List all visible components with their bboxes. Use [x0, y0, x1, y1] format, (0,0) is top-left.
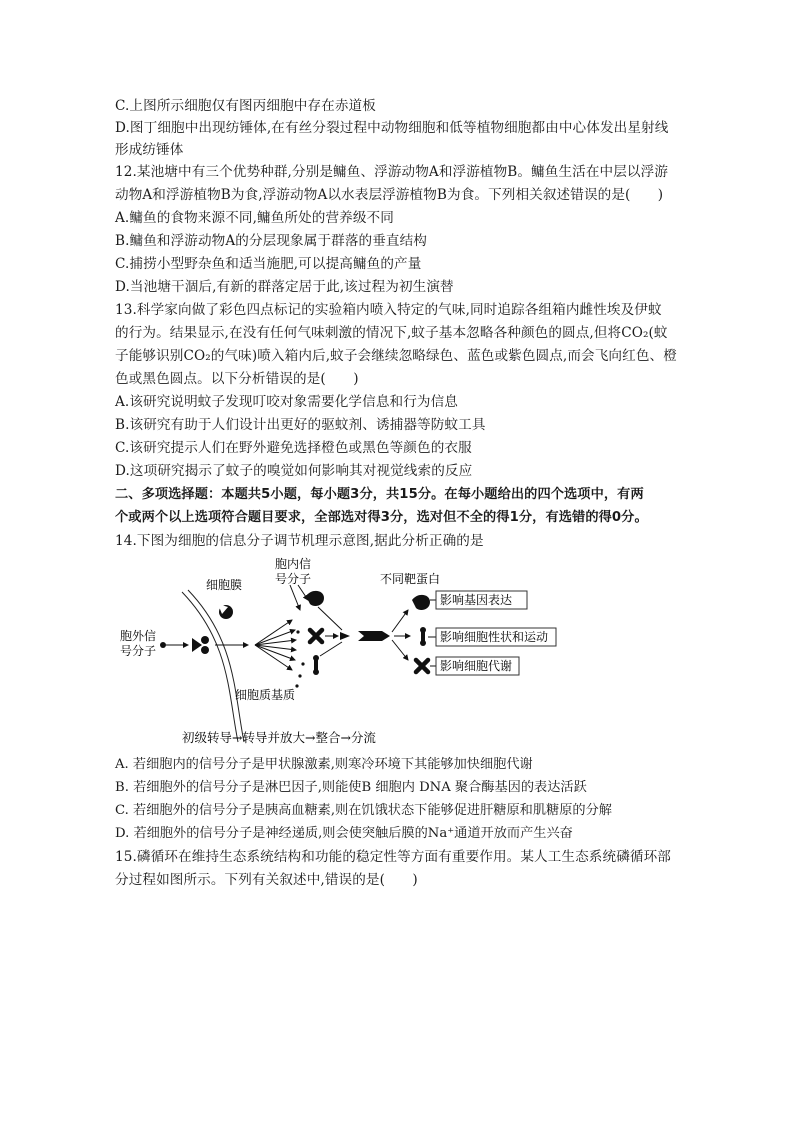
- q11-option-d: D.图丁细胞中出现纺锤体,在有丝分裂过程中动物细胞和低等植物细胞都由中心体发出星射线: [115, 120, 669, 136]
- section-two-heading-2: 个或两个以上选项符合题目要求，全部选对得3分，选对但不全的得1分，有选错的得0分。: [115, 510, 648, 525]
- q12-option-d: D.当池塘干涸后,有新的群落定居于此,该过程为初生演替: [115, 279, 454, 295]
- target-protein-bar-icon: [420, 627, 426, 646]
- q11-option-d-cont: 形成纺锤体: [115, 142, 184, 158]
- q12-option-a: A.鳙鱼的食物来源不同,鳙鱼所处的营养级不同: [115, 210, 394, 226]
- target-proteins-label: 不同靶蛋白: [380, 572, 441, 586]
- extracellular-signal-dot: [160, 642, 166, 648]
- extracellular-signal-label-2: 号分子: [120, 644, 157, 658]
- q14-stem: 14.下图为细胞的信息分子调节机理示意图,据此分析正确的是: [115, 533, 484, 549]
- relay-protein-icon: [358, 631, 390, 641]
- cytoplasm-matrix-label: 细胞质基质: [235, 688, 296, 702]
- q13-stem-3: 子能够识别CO₂的气味)喷入箱内后,蚊子会继续忽略绿色、蓝色或紫色圆点,而会飞向红色、橙: [115, 348, 677, 364]
- cell-traits-label: 影响细胞性状和运动: [440, 630, 549, 644]
- gene-expression-label: 影响基因表达: [440, 593, 513, 607]
- membrane-receptor-icon: [192, 636, 209, 654]
- q14-option-c: C. 若细胞外的信号分子是胰高血糖素,则在饥饿状态下能够促进肝糖原和肌糖原的分解: [115, 803, 612, 818]
- integration-protein-bar-icon: [313, 655, 319, 675]
- q13-stem-4: 色或黑色圆点。以下分析错误的是( ): [115, 371, 359, 387]
- section-two-heading-1: 二、多项选择题：本题共5小题，每小题3分，共15分。在每小题给出的四个选项中，有两: [115, 487, 644, 502]
- membrane-label: 细胞膜: [206, 578, 243, 592]
- intracellular-signal-label-1: 胞内信: [275, 557, 312, 571]
- q15-stem-2: 分过程如图所示。下列有关叙述中,错误的是( ): [115, 872, 418, 888]
- q13-option-a: A.该研究说明蚊子发现叮咬对象需要化学信息和行为信息: [115, 394, 458, 410]
- target-protein-gene-icon: [412, 595, 430, 610]
- q14-option-a: A. 若细胞内的信号分子是甲状腺激素,则寒冷环境下其能够加快细胞代谢: [115, 757, 533, 772]
- q13-stem-2: 的行为。结果显示,在没有任何气味刺激的情况下,蚊子基本忽略各种颜色的圆点,但将CO₂(蚊: [115, 325, 668, 341]
- integration-protein-top-icon: [306, 591, 324, 606]
- q11-option-c: C.上图所示细胞仅有图丙细胞中存在赤道板: [115, 98, 376, 114]
- q13-stem-1: 13.科学家向做了彩色四点标记的实验箱内喷入特定的气味,同时追踪各组箱内雌性埃及伊蚊: [115, 302, 662, 318]
- cell-metabolism-label: 影响细胞代谢: [440, 659, 513, 673]
- integration-protein-x-icon: [310, 630, 322, 642]
- target-protein-x-icon: [416, 660, 428, 672]
- transduction-flow-caption: 初级转导→转导并放大→整合→分流: [182, 730, 376, 745]
- q13-option-c: C.该研究提示人们在野外避免选择橙色或黑色等颜色的衣服: [115, 440, 472, 456]
- q12-option-c: C.捕捞小型野杂鱼和适当施肥,可以提高鳙鱼的产量: [115, 256, 422, 272]
- q12-stem-2: 动物A和浮游植物B为食,浮游动物A以水表层浮游植物B为食。下列相关叙述错误的是( ): [115, 187, 664, 203]
- q12-stem-1: 12.某池塘中有三个优势种群,分别是鳙鱼、浮游动物A和浮游植物B。鳙鱼生活在中层以浮游: [115, 164, 669, 180]
- membrane-receptor-top-icon: [218, 604, 233, 619]
- q13-option-b: B.该研究有助于人们设计出更好的驱蚊剂、诱捕器等防蚊工具: [115, 417, 486, 433]
- signal-pathway-diagram: [110, 552, 690, 750]
- extracellular-signal-label-1: 胞外信: [120, 629, 157, 643]
- q12-option-b: B.鳙鱼和浮游动物A的分层现象属于群落的垂直结构: [115, 233, 427, 249]
- q13-option-d: D.这项研究揭示了蚊子的嗅觉如何影响其对视觉线索的反应: [115, 463, 473, 479]
- intracellular-signal-label-2: 号分子: [275, 572, 312, 586]
- q15-stem-1: 15.磷循环在维持生态系统结构和功能的稳定性等方面有重要作用。某人工生态系统磷循环部: [115, 849, 671, 865]
- q14-option-d: D. 若细胞外的信号分子是神经递质,则会使突触后膜的Na⁺通道开放而产生兴奋: [115, 826, 573, 841]
- q14-option-b: B. 若细胞外的信号分子是淋巴因子,则能使B 细胞内 DNA 聚合酶基因的表达活跃: [115, 780, 587, 795]
